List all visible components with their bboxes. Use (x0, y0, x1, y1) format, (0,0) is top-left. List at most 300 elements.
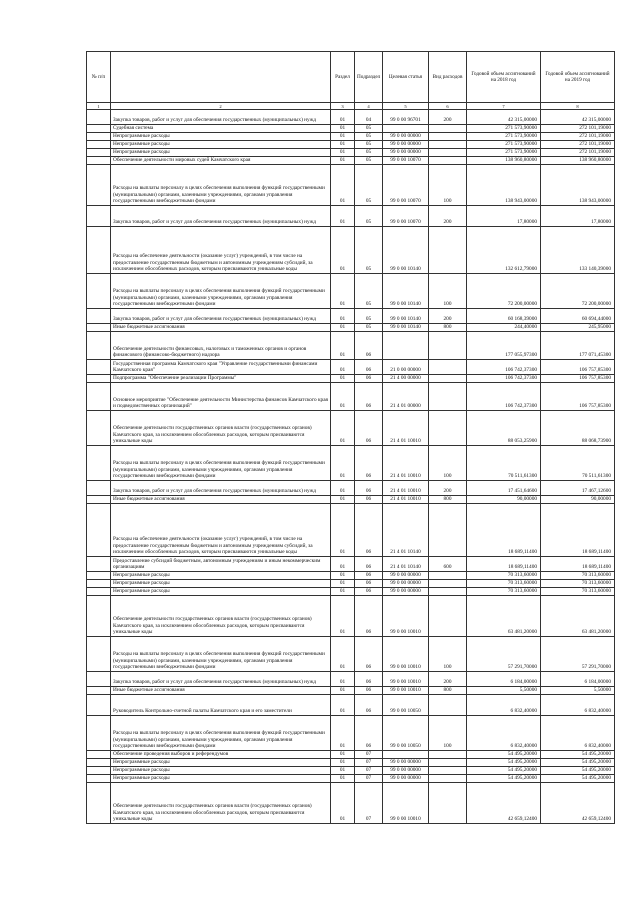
amount-2018-cell: 42 659,12400 (467, 783, 541, 824)
expense-type-cell (429, 411, 467, 446)
amount-2019-cell: 42 315,00000 (541, 110, 615, 125)
row-number-cell (87, 672, 111, 687)
row-number-cell (87, 332, 111, 360)
table-row (87, 672, 615, 687)
table-row (87, 125, 615, 133)
section-cell: 01 (331, 695, 355, 716)
amount-2018-cell: 70 511,61300 (467, 446, 541, 481)
table-row (87, 759, 615, 767)
subsection-cell: 06 (355, 557, 383, 572)
target-article-cell: 99 0 00 00000 (383, 141, 429, 149)
header-description (111, 52, 331, 103)
description-cell: Предоставление субсидий бюджетным, автономным учреждениям и иным некоммерческим организациям (111, 557, 331, 572)
subsection-cell: 06 (355, 360, 383, 375)
amount-2018-cell: 70 313,60000 (467, 580, 541, 588)
row-number-cell (87, 149, 111, 157)
amount-2018-cell: 177 055,97300 (467, 332, 541, 360)
expense-type-cell (429, 572, 467, 580)
expense-type-cell (429, 332, 467, 360)
target-article-cell: 99 0 00 10140 (383, 309, 429, 324)
description-cell: Закупка товаров, работ и услуг для обеспечения государственных (муниципальных) нужд (111, 672, 331, 687)
amount-2019-cell: 70 511,61300 (541, 446, 615, 481)
amount-2018-cell: 271 573,90000 (467, 149, 541, 157)
target-article-cell: 99 0 00 00000 (383, 572, 429, 580)
description-cell: Иные бюджетные ассигнования (111, 496, 331, 504)
subsection-cell: 05 (355, 125, 383, 133)
subsection-cell: 06 (355, 496, 383, 504)
section-cell: 01 (331, 157, 355, 165)
amount-2018-cell: 6 832,40000 (467, 695, 541, 716)
section-cell: 01 (331, 149, 355, 157)
table-row (87, 227, 615, 274)
amount-2019-cell: 272 101,19000 (541, 149, 615, 157)
row-number-cell (87, 751, 111, 759)
expense-type-cell (429, 157, 467, 165)
expense-type-cell (429, 751, 467, 759)
amount-2018-cell: 60 168,39000 (467, 309, 541, 324)
table-row (87, 687, 615, 695)
subsection-cell: 05 (355, 206, 383, 227)
row-number-cell (87, 496, 111, 504)
amount-2019-cell: 57 291,70000 (541, 637, 615, 672)
target-article-cell: 21 4 01 10140 (383, 504, 429, 557)
target-article-cell: 99 0 00 00000 (383, 588, 429, 596)
expense-type-cell: 200 (429, 110, 467, 125)
expense-type-cell (429, 125, 467, 133)
row-number-cell (87, 637, 111, 672)
header-number: № п/п (87, 52, 111, 103)
subsection-cell: 05 (355, 133, 383, 141)
table-row (87, 274, 615, 309)
target-article-cell: 99 0 00 10050 (383, 695, 429, 716)
subsection-cell: 05 (355, 149, 383, 157)
amount-2019-cell: 17,80000 (541, 206, 615, 227)
amount-2018-cell: 106 742,37300 (467, 383, 541, 411)
expense-type-cell: 200 (429, 309, 467, 324)
header-amount-2019: Годовой объем ассигнований на 2019 год (541, 52, 615, 103)
description-cell: Непрограммные расходы (111, 572, 331, 580)
target-article-cell (383, 125, 429, 133)
expense-type-cell: 600 (429, 557, 467, 572)
amount-2018-cell: 54 495,20000 (467, 775, 541, 783)
table-body (87, 110, 615, 824)
description-cell: Иные бюджетные ассигнования (111, 324, 331, 332)
target-article-cell: 99 0 00 10010 (383, 672, 429, 687)
description-cell: Непрограммные расходы (111, 759, 331, 767)
column-number: 4 (355, 103, 383, 110)
section-cell: 01 (331, 309, 355, 324)
target-article-cell (383, 332, 429, 360)
column-number: 7 (467, 103, 541, 110)
table-header-row (87, 52, 615, 103)
amount-2018-cell: 42 315,00000 (467, 110, 541, 125)
amount-2019-cell: 6 832,40000 (541, 695, 615, 716)
row-number-cell (87, 411, 111, 446)
amount-2019-cell: 88 068,73900 (541, 411, 615, 446)
row-number-cell (87, 375, 111, 383)
table-row (87, 504, 615, 557)
description-cell: Расходы на выплаты персоналу в целях обеспечения выполнения функций государственными (муниципальными) органами, казенными учреждениями, органами управления государственными внебюджетными фондами (111, 446, 331, 481)
amount-2019-cell: 17 467,12600 (541, 481, 615, 496)
target-article-cell: 99 0 00 00000 (383, 133, 429, 141)
target-article-cell: 99 0 00 00000 (383, 775, 429, 783)
description-cell: Расходы на выплаты персоналу в целях обеспечения выполнения функций государственными (муниципальными) органами, казенными учреждениями, органами управления государственными внебюджетными фондами (111, 165, 331, 206)
target-article-cell: 21 4 01 10010 (383, 411, 429, 446)
subsection-cell: 05 (355, 274, 383, 309)
amount-2019-cell: 90,00000 (541, 496, 615, 504)
amount-2019-cell: 70 313,60000 (541, 572, 615, 580)
section-cell: 01 (331, 446, 355, 481)
table-row (87, 496, 615, 504)
section-cell: 01 (331, 332, 355, 360)
row-number-cell (87, 759, 111, 767)
amount-2018-cell: 271 573,90000 (467, 133, 541, 141)
section-cell: 01 (331, 751, 355, 759)
table-row (87, 383, 615, 411)
header-subsection: Подраздел (355, 52, 383, 103)
amount-2018-cell: 17 451,64600 (467, 481, 541, 496)
section-cell: 01 (331, 375, 355, 383)
row-number-cell (87, 446, 111, 481)
expense-type-cell: 100 (429, 716, 467, 751)
column-number: 2 (111, 103, 331, 110)
amount-2019-cell: 272 101,19000 (541, 125, 615, 133)
section-cell: 01 (331, 133, 355, 141)
row-number-cell (87, 716, 111, 751)
header-section: Раздел (331, 52, 355, 103)
subsection-cell: 06 (355, 716, 383, 751)
section-cell: 01 (331, 324, 355, 332)
target-article-cell: 99 0 00 96701 (383, 110, 429, 125)
subsection-cell: 06 (355, 687, 383, 695)
amount-2019-cell: 60 694,44000 (541, 309, 615, 324)
subsection-cell: 06 (355, 332, 383, 360)
description-cell: Обеспечение деятельности государственных органов власти (государственных органов) Камчатского края, за исключением обособленных расходов, которым присваиваются уникальные коды (111, 411, 331, 446)
table-row (87, 141, 615, 149)
column-number: 5 (383, 103, 429, 110)
amount-2018-cell: 57 291,70000 (467, 637, 541, 672)
expense-type-cell (429, 383, 467, 411)
description-cell: Руководитель Контрольно-счетной палаты Камчатского края и его заместители (111, 695, 331, 716)
subsection-cell: 06 (355, 375, 383, 383)
amount-2019-cell: 106 757,85300 (541, 383, 615, 411)
subsection-cell: 06 (355, 580, 383, 588)
table-row (87, 580, 615, 588)
expense-type-cell (429, 695, 467, 716)
table-row (87, 165, 615, 206)
target-article-cell: 99 0 00 10140 (383, 274, 429, 309)
expense-type-cell (429, 360, 467, 375)
amount-2018-cell: 54 495,20000 (467, 767, 541, 775)
subsection-cell: 06 (355, 481, 383, 496)
description-cell: Расходы на обеспечение деятельности (оказание услуг) учреждений, в том числе на предоставление государственным бюджетным и автономным учреждениям субсидий, за исключением обособленных расходов, которым присваиваются уникальные коды (111, 227, 331, 274)
table-row (87, 324, 615, 332)
description-cell: Расходы на обеспечение деятельности (оказание услуг) учреждений, в том числе на предоставление государственным бюджетным и автономным учреждениям субсидий, за исключением обособленных расходов, которым присваиваются уникальные коды (111, 504, 331, 557)
target-article-cell: 21 4 01 10140 (383, 557, 429, 572)
row-number-cell (87, 274, 111, 309)
amount-2018-cell: 18 689,11400 (467, 557, 541, 572)
description-cell: Непрограммные расходы (111, 149, 331, 157)
amount-2018-cell: 106 742,37300 (467, 360, 541, 375)
column-number: 3 (331, 103, 355, 110)
amount-2019-cell: 133 140,39000 (541, 227, 615, 274)
target-article-cell: 99 0 00 00000 (383, 149, 429, 157)
table-row (87, 588, 615, 596)
section-cell: 01 (331, 580, 355, 588)
amount-2019-cell: 177 071,45300 (541, 332, 615, 360)
amount-2018-cell: 90,00000 (467, 496, 541, 504)
description-cell: Закупка товаров, работ и услуг для обеспечения государственных (муниципальных) нужд (111, 309, 331, 324)
amount-2018-cell: 244,40000 (467, 324, 541, 332)
section-cell: 01 (331, 110, 355, 125)
table-row (87, 446, 615, 481)
table-row (87, 332, 615, 360)
subsection-cell: 06 (355, 446, 383, 481)
section-cell: 01 (331, 360, 355, 375)
amount-2018-cell: 106 742,37300 (467, 375, 541, 383)
amount-2019-cell: 18 689,11400 (541, 557, 615, 572)
subsection-cell: 07 (355, 767, 383, 775)
amount-2019-cell: 138 943,00000 (541, 165, 615, 206)
subsection-cell: 05 (355, 157, 383, 165)
row-number-cell (87, 157, 111, 165)
amount-2018-cell: 138 943,00000 (467, 165, 541, 206)
table-row (87, 206, 615, 227)
row-number-cell (87, 227, 111, 274)
section-cell: 01 (331, 165, 355, 206)
expense-type-cell: 800 (429, 687, 467, 695)
amount-2019-cell: 70 313,60000 (541, 580, 615, 588)
amount-2019-cell: 63 481,20000 (541, 596, 615, 637)
table-row (87, 157, 615, 165)
amount-2018-cell: 72 200,00000 (467, 274, 541, 309)
subsection-cell: 06 (355, 504, 383, 557)
subsection-cell: 07 (355, 783, 383, 824)
table-row (87, 596, 615, 637)
expense-type-cell (429, 375, 467, 383)
section-cell: 01 (331, 588, 355, 596)
expense-type-cell: 100 (429, 165, 467, 206)
table-row (87, 375, 615, 383)
description-cell: Основное мероприятие "Обеспечение деятельности Министерства финансов Камчатского края и подведомственных организаций" (111, 383, 331, 411)
row-number-cell (87, 504, 111, 557)
table-row (87, 572, 615, 580)
row-number-cell (87, 309, 111, 324)
section-cell: 01 (331, 716, 355, 751)
subsection-cell: 06 (355, 637, 383, 672)
description-cell: Закупка товаров, работ и услуг для обеспечения государственных (муниципальных) нужд (111, 206, 331, 227)
subsection-cell: 06 (355, 672, 383, 687)
section-cell: 01 (331, 141, 355, 149)
amount-2018-cell: 6 184,00000 (467, 672, 541, 687)
table-row (87, 695, 615, 716)
subsection-cell: 05 (355, 141, 383, 149)
subsection-cell: 07 (355, 775, 383, 783)
expense-type-cell (429, 588, 467, 596)
target-article-cell: 99 0 00 10070 (383, 165, 429, 206)
expense-type-cell: 200 (429, 481, 467, 496)
row-number-cell (87, 206, 111, 227)
amount-2019-cell: 245,95000 (541, 324, 615, 332)
row-number-cell (87, 141, 111, 149)
row-number-cell (87, 775, 111, 783)
expense-type-cell: 100 (429, 274, 467, 309)
table-row (87, 481, 615, 496)
column-number: 6 (429, 103, 467, 110)
amount-2018-cell: 5,50000 (467, 687, 541, 695)
section-cell: 01 (331, 274, 355, 309)
description-cell: Обеспечение деятельности финансовых, налоговых и таможенных органов и органов финансового (финансово-бюджетного) надзора (111, 332, 331, 360)
section-cell: 01 (331, 411, 355, 446)
target-article-cell: 21 4 00 00000 (383, 375, 429, 383)
amount-2019-cell: 272 101,19000 (541, 141, 615, 149)
table-row (87, 149, 615, 157)
section-cell: 01 (331, 504, 355, 557)
target-article-cell: 21 0 00 00000 (383, 360, 429, 375)
amount-2019-cell: 54 495,20000 (541, 759, 615, 767)
amount-2019-cell: 70 313,60000 (541, 588, 615, 596)
amount-2018-cell: 271 573,90000 (467, 125, 541, 133)
amount-2019-cell: 18 689,11400 (541, 504, 615, 557)
expense-type-cell: 800 (429, 496, 467, 504)
expense-type-cell (429, 141, 467, 149)
expense-type-cell (429, 596, 467, 637)
amount-2018-cell: 88 053,25900 (467, 411, 541, 446)
description-cell: Обеспечение проведения выборов и референдумов (111, 751, 331, 759)
row-number-cell (87, 596, 111, 637)
description-cell: Непрограммные расходы (111, 141, 331, 149)
subsection-cell: 06 (355, 588, 383, 596)
amount-2019-cell: 54 495,20000 (541, 775, 615, 783)
budget-table (86, 51, 615, 824)
expense-type-cell (429, 133, 467, 141)
target-article-cell: 99 0 00 10010 (383, 783, 429, 824)
row-number-cell (87, 687, 111, 695)
target-article-cell: 21 4 01 10010 (383, 481, 429, 496)
amount-2018-cell: 138 960,80000 (467, 157, 541, 165)
section-cell: 01 (331, 759, 355, 767)
subsection-cell: 06 (355, 411, 383, 446)
section-cell: 01 (331, 767, 355, 775)
row-number-cell (87, 133, 111, 141)
table-row (87, 775, 615, 783)
row-number-cell (87, 580, 111, 588)
expense-type-cell: 100 (429, 637, 467, 672)
row-number-cell (87, 125, 111, 133)
expense-type-cell (429, 580, 467, 588)
target-article-cell: 99 0 00 00000 (383, 759, 429, 767)
subsection-cell: 06 (355, 383, 383, 411)
description-cell: Обеспечение деятельности государственных органов власти (государственных органов) Камчатского края, за исключением обособленных расходов, которым присваиваются уникальные коды (111, 783, 331, 824)
subsection-cell: 06 (355, 572, 383, 580)
target-article-cell: 21 4 01 10010 (383, 496, 429, 504)
subsection-cell: 05 (355, 227, 383, 274)
description-cell: Расходы на выплаты персоналу в целях обеспечения выполнения функций государственными (муниципальными) органами, казенными учреждениями, органами управления государственными внебюджетными фондами (111, 274, 331, 309)
amount-2018-cell: 70 313,60000 (467, 588, 541, 596)
description-cell: Иные бюджетные ассигнования (111, 687, 331, 695)
section-cell: 01 (331, 775, 355, 783)
subsection-cell: 05 (355, 324, 383, 332)
target-article-cell: 99 0 00 10050 (383, 716, 429, 751)
row-number-cell (87, 695, 111, 716)
amount-2019-cell: 42 659,12400 (541, 783, 615, 824)
section-cell: 01 (331, 783, 355, 824)
section-cell: 01 (331, 496, 355, 504)
row-number-cell (87, 588, 111, 596)
expense-type-cell: 200 (429, 672, 467, 687)
column-number: 1 (87, 103, 111, 110)
amount-2019-cell: 6 184,00000 (541, 672, 615, 687)
subsection-cell: 05 (355, 165, 383, 206)
table-row (87, 751, 615, 759)
table-row (87, 411, 615, 446)
description-cell: Непрограммные расходы (111, 133, 331, 141)
description-cell: Непрограммные расходы (111, 775, 331, 783)
amount-2018-cell: 6 832,40000 (467, 716, 541, 751)
description-cell: Закупка товаров, работ и услуг для обеспечения государственных (муниципальных) нужд (111, 481, 331, 496)
target-article-cell: 99 0 00 10140 (383, 324, 429, 332)
expense-type-cell: 800 (429, 324, 467, 332)
amount-2019-cell: 5,50000 (541, 687, 615, 695)
target-article-cell: 99 0 00 10070 (383, 206, 429, 227)
row-number-cell (87, 481, 111, 496)
expense-type-cell (429, 149, 467, 157)
subsection-cell: 07 (355, 751, 383, 759)
subsection-cell: 06 (355, 695, 383, 716)
table-row (87, 110, 615, 125)
table-row (87, 309, 615, 324)
target-article-cell (383, 751, 429, 759)
amount-2018-cell: 54 495,20000 (467, 759, 541, 767)
table-row (87, 360, 615, 375)
amount-2018-cell: 271 573,90000 (467, 141, 541, 149)
target-article-cell: 99 0 00 00000 (383, 580, 429, 588)
amount-2019-cell: 6 832,40000 (541, 716, 615, 751)
row-number-cell (87, 783, 111, 824)
target-article-cell: 99 0 00 10010 (383, 596, 429, 637)
section-cell: 01 (331, 383, 355, 411)
expense-type-cell: 100 (429, 446, 467, 481)
amount-2018-cell: 17,80000 (467, 206, 541, 227)
header-expense-type: Вид расходов (429, 52, 467, 103)
section-cell: 01 (331, 596, 355, 637)
row-number-cell (87, 383, 111, 411)
section-cell: 01 (331, 672, 355, 687)
subsection-cell: 06 (355, 596, 383, 637)
row-number-cell (87, 360, 111, 375)
amount-2018-cell: 63 481,20000 (467, 596, 541, 637)
table-row (87, 557, 615, 572)
target-article-cell: 21 4 01 10010 (383, 446, 429, 481)
description-cell: Непрограммные расходы (111, 767, 331, 775)
amount-2019-cell: 106 757,85300 (541, 375, 615, 383)
row-number-cell (87, 324, 111, 332)
amount-2019-cell: 54 495,20000 (541, 751, 615, 759)
amount-2019-cell: 72 200,00000 (541, 274, 615, 309)
amount-2018-cell: 18 689,11400 (467, 504, 541, 557)
amount-2019-cell: 106 757,85300 (541, 360, 615, 375)
target-article-cell: 99 0 00 10070 (383, 157, 429, 165)
description-cell: Обеспечение деятельности государственных органов власти (государственных органов) Камчатского края, за исключением обособленных расходов, которым присваиваются уникальные коды (111, 596, 331, 637)
table-row (87, 767, 615, 775)
row-number-cell (87, 110, 111, 125)
amount-2019-cell: 272 101,19000 (541, 133, 615, 141)
column-number: 8 (541, 103, 615, 110)
row-number-cell (87, 165, 111, 206)
amount-2018-cell: 70 313,60000 (467, 572, 541, 580)
expense-type-cell (429, 783, 467, 824)
amount-2018-cell: 132 612,79000 (467, 227, 541, 274)
